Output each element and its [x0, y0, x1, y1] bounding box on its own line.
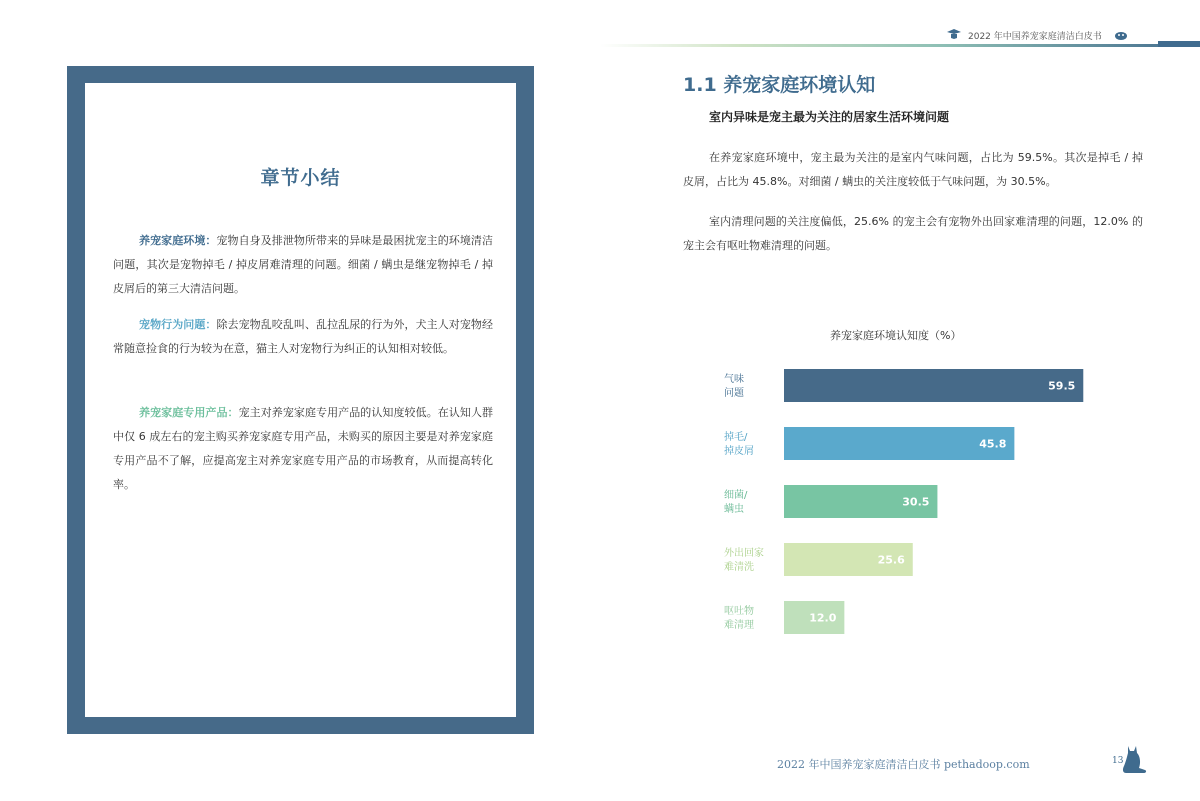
category-label: 细菌/: [724, 490, 748, 501]
summary-paragraph-environment: [113, 229, 493, 301]
bar-value-label: 12.0: [809, 611, 837, 625]
category-label: 掉皮屑: [724, 446, 754, 457]
category-label: 难清理: [724, 620, 754, 631]
paragraph-text: 宠主对养宠家庭专用产品的认知度较低。在认知人群中仅 6 成左右的宠主购买养宠家庭专用产品，未购买的原因主要是对养宠家庭专用产品不了解，应提高宠主对养宠家庭专用产品的市场教育，从而提高转化率。: [113, 406, 494, 491]
bar-value-label: 45.8: [979, 437, 1007, 451]
header-accent-block: [1158, 41, 1200, 47]
section-subheading: 室内异味是宠主最为关注的居家生活环境问题: [709, 110, 950, 124]
bar: [784, 369, 1083, 402]
paragraph-text: 除去宠物乱咬乱叫、乱拉乱尿的行为外，犬主人对宠物经常随意捡食的行为较为在意，猫主人对宠物行为纠正的认知相对较低。: [113, 318, 493, 355]
category-label: 掉毛/: [724, 432, 748, 443]
chart-title: 养宠家庭环境认知度（%）: [830, 329, 962, 342]
bar-value-label: 25.6: [877, 553, 905, 567]
cat-silhouette-icon: [1118, 742, 1148, 774]
pet-bowl-icon: [1114, 30, 1128, 40]
summary-paragraph-products: [113, 401, 493, 497]
category-label: 螨虫: [724, 504, 744, 515]
pet-logo-icon: [946, 28, 962, 40]
category-label: 呕吐物: [724, 606, 754, 617]
section-title: 1.1 养宠家庭环境认知: [683, 74, 876, 96]
body-paragraph: 在养宠家庭环境中，宠主最为关注的是室内气味问题，占比为 59.5%。其次是掉毛 / 掉皮屑，占比为 45.8%。对细菌 / 螨虫的关注度较低于气味问题，为 30.5%。: [683, 151, 1143, 188]
summary-paragraph-behavior: [113, 313, 493, 361]
awareness-bar-chart: [700, 360, 1160, 640]
paragraph-lead: 宠物行为问题：: [139, 318, 217, 331]
header-title: 2022 年中国养宠家庭清洁白皮书: [968, 32, 1102, 42]
header-rule: [600, 44, 1160, 47]
paragraph-text: 宠物自身及排泄物所带来的异味是最困扰宠主的环境清洁问题，其次是宠物掉毛 / 掉皮屑难清理的问题。细菌 / 螨虫是继宠物掉毛 / 掉皮屑后的第三大清洁问题。: [113, 234, 493, 295]
bar-value-label: 30.5: [902, 495, 930, 509]
body-paragraph: 室内清理问题的关注度偏低，25.6% 的宠主会有宠物外出回家难清理的问题，12.0% 的宠主会有呕吐物难清理的问题。: [683, 215, 1143, 252]
paragraph-lead: 养宠家庭专用产品：: [139, 406, 239, 419]
page-number: 13: [1112, 756, 1124, 766]
category-label: 问题: [724, 388, 744, 399]
category-label: 气味: [724, 374, 744, 385]
category-label: 难清洗: [724, 562, 754, 573]
summary-page-frame: [67, 66, 534, 734]
footer-text: 2022 年中国养宠家庭清洁白皮书 pethadoop.com: [777, 758, 1030, 771]
summary-page: [85, 83, 516, 717]
summary-title: 章节小结: [260, 167, 341, 189]
category-label: 外出回家: [724, 548, 764, 559]
paragraph-lead: 养宠家庭环境：: [139, 234, 217, 247]
bar-value-label: 59.5: [1048, 379, 1076, 393]
